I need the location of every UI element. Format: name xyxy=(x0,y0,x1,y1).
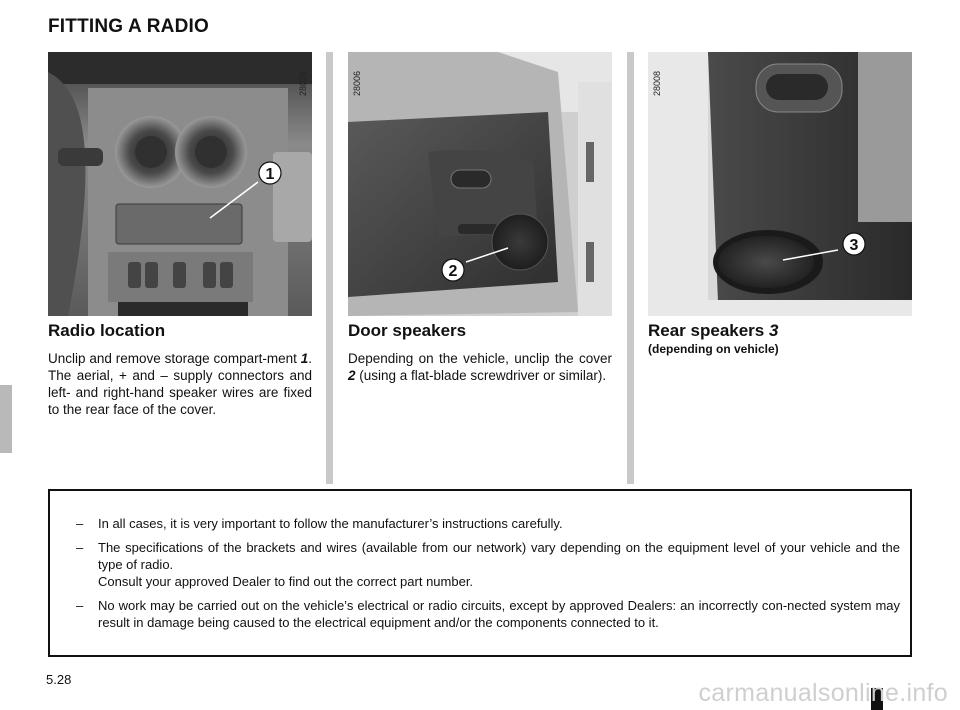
note-line: In all cases, it is very important to follow the manufacturer’s instructions carefully. xyxy=(98,516,563,531)
door-speaker-photo xyxy=(348,52,612,316)
note-dash: – xyxy=(76,516,84,531)
rear-speakers-subnote: (depending on vehicle) xyxy=(648,342,779,356)
image-ref-code-3: 28008 xyxy=(652,70,662,96)
note-line: No work may be carried out on the vehicle’s electrical or radio circuits, except by approved Dealers: an incorrectly con-nected system may result in damage being caused to the electrical equipment and/or the components connected to it. xyxy=(98,598,900,630)
callout-2: 2 xyxy=(448,263,458,280)
column-divider-right xyxy=(627,52,634,484)
note-dash: – xyxy=(76,540,84,555)
door-speakers-ref-num: 2 xyxy=(348,368,356,383)
radio-location-text-2: . The aerial, + and – supply connectors and left- and right-hand speaker wires are fixed to the rear face of the cover. xyxy=(48,351,312,417)
page-number: 5.28 xyxy=(46,672,72,687)
radio-location-text xyxy=(48,350,312,418)
dashboard-photo xyxy=(48,52,312,316)
rear-speakers-heading-text: Rear speakers xyxy=(648,321,769,340)
image-ref-code-2: 28006 xyxy=(352,70,362,96)
note-dash: – xyxy=(76,598,84,613)
rear-speakers-ref-num: 3 xyxy=(768,321,779,340)
image-ref-code-1: 28028 xyxy=(298,70,308,96)
radio-location-text-1: Unclip and remove storage compart-ment xyxy=(48,351,301,366)
door-speakers-section xyxy=(348,321,612,384)
note-line: The specifications of the brackets and wires (available from our network) vary depending on the equipment level of your vehicle and the type of radio. xyxy=(98,540,900,572)
column-divider-left xyxy=(326,52,333,484)
door-speakers-text-1: Depending on the vehicle, unclip the cover xyxy=(348,351,612,366)
rear-speakers-section xyxy=(648,321,912,356)
note-line: Consult your approved Dealer to find out the correct part number. xyxy=(98,574,474,589)
notes-box xyxy=(48,489,912,657)
note-item xyxy=(76,539,900,590)
note-item xyxy=(76,597,900,631)
door-speakers-text xyxy=(348,350,612,384)
page-title: FITTING A RADIO xyxy=(48,16,209,37)
door-speakers-text-2: (using a flat-blade screwdriver or similar). xyxy=(355,368,607,383)
rear-speaker-photo xyxy=(648,52,912,316)
radio-location-heading: Radio location xyxy=(48,321,166,340)
callout-1: 1 xyxy=(265,166,275,183)
radio-location-section xyxy=(48,321,312,418)
rear-speakers-heading xyxy=(648,321,912,341)
watermark: carmanualsonline.info xyxy=(698,679,948,707)
chapter-side-tab xyxy=(0,385,12,453)
door-speakers-heading: Door speakers xyxy=(348,321,467,340)
callout-3: 3 xyxy=(849,237,859,254)
note-item xyxy=(76,515,900,532)
radio-location-ref-num: 1 xyxy=(300,351,309,366)
